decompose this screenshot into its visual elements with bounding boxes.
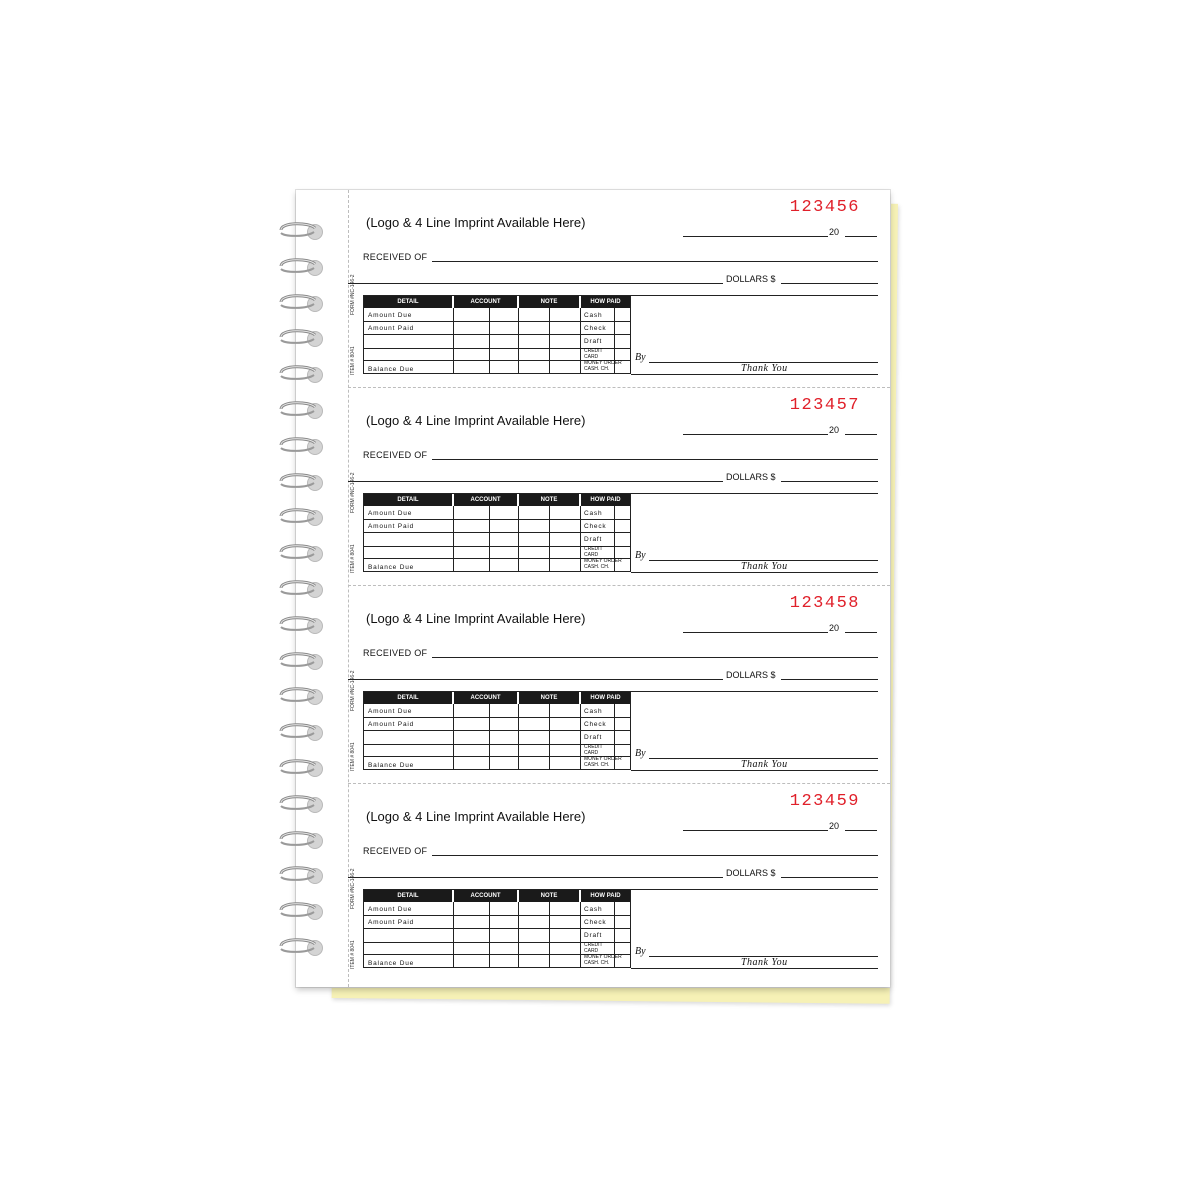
date-year-line[interactable] [845,236,877,237]
spiral-coil-loop [279,758,321,775]
money-order-option[interactable] [584,757,622,768]
card-label: CARD [584,353,599,360]
balance-due-label: Balance Due [368,564,415,571]
payment-table [363,889,631,968]
header-how-paid: HOW PAID [581,494,630,506]
spiral-coil-loop [279,579,321,596]
draft-option[interactable]: Draft [584,338,603,345]
form-number-text: FORM #NC-146-2 [350,274,356,315]
signature-box-bottom-rule [631,770,878,771]
imprint-placeholder: (Logo & 4 Line Imprint Available Here) [366,413,586,428]
spiral-coil-loop [279,328,321,345]
item-number-text: ITEM # 8041 [350,940,356,969]
date-year-line[interactable] [845,830,877,831]
draft-option[interactable]: Draft [584,536,603,543]
spiral-coil-loop [279,937,321,954]
credit-card-option[interactable] [584,547,603,558]
form-number-text: FORM #NC-146-2 [350,868,356,909]
header-detail: DETAIL [364,296,452,308]
cash-ch-label: CASH. CH. [584,563,610,570]
credit-label: CREDIT [584,348,603,354]
check-option[interactable]: Check [584,325,607,332]
signature-box-top-rule [631,295,878,296]
binding-stub [296,190,349,987]
spiral-coil-loop [279,830,321,847]
form-number-text: FORM #NC-146-2 [350,670,356,711]
receipt-form [348,190,890,388]
dollar-amount-field[interactable] [781,481,878,482]
thank-you-text: Thank You [741,759,788,770]
money-order-label: MONEY ORDER [584,558,622,564]
spiral-coil-loop [279,794,321,811]
spiral-coil-loop [279,293,321,310]
received-of-field[interactable] [432,855,878,856]
spiral-coil-loop [279,400,321,417]
amount-paid-label: Amount Paid [368,325,415,332]
signature-box-bottom-rule [631,374,878,375]
form-number-vertical [350,868,362,971]
header-how-paid: HOW PAID [581,890,630,902]
date-year-prefix: 20 [829,227,840,237]
spiral-coil-loop [279,507,321,524]
money-order-label: MONEY ORDER [584,360,622,366]
received-of-field[interactable] [432,261,878,262]
cash-option[interactable]: Cash [584,312,603,319]
amount-words-field[interactable] [348,679,723,680]
cash-option[interactable]: Cash [584,906,603,913]
money-order-option[interactable] [584,361,622,372]
payment-table [363,493,631,572]
dollars-label: DOLLARS $ [726,472,776,482]
spiral-coil-loop [279,651,321,668]
dollar-amount-field[interactable] [781,679,878,680]
balance-due-label: Balance Due [368,960,415,967]
cash-option[interactable]: Cash [584,510,603,517]
spiral-coil-loop [279,364,321,381]
cash-ch-label: CASH. CH. [584,761,610,768]
spiral-coil-loop [279,543,321,560]
amount-due-label: Amount Due [368,510,413,517]
header-how-paid: HOW PAID [581,296,630,308]
form-number-vertical [350,472,362,575]
signature-box-top-rule [631,493,878,494]
by-label: By [635,550,646,561]
serial-number: 123458 [789,594,860,613]
header-account: ACCOUNT [454,692,517,704]
spiral-coil-loop [279,221,321,238]
spiral-coil-loop [279,257,321,274]
header-detail: DETAIL [364,494,452,506]
draft-option[interactable]: Draft [584,734,603,741]
date-year-line[interactable] [845,632,877,633]
credit-label: CREDIT [584,744,603,750]
serial-number: 123457 [789,396,860,415]
money-order-option[interactable] [584,559,622,570]
header-note: NOTE [519,296,579,308]
payment-table [363,295,631,374]
date-line[interactable] [683,236,828,237]
by-label: By [635,748,646,759]
serial-number: 123456 [789,198,860,217]
item-number-text: ITEM # 8041 [350,346,356,375]
imprint-placeholder: (Logo & 4 Line Imprint Available Here) [366,215,586,230]
receipt-form [348,586,890,784]
header-account: ACCOUNT [454,890,517,902]
thank-you-text: Thank You [741,957,788,968]
received-of-field[interactable] [432,459,878,460]
cash-option[interactable]: Cash [584,708,603,715]
header-note: NOTE [519,494,579,506]
signature-box-bottom-rule [631,968,878,969]
credit-card-option[interactable] [584,745,603,756]
draft-option[interactable]: Draft [584,932,603,939]
date-line[interactable] [683,434,828,435]
amount-due-label: Amount Due [368,312,413,319]
spiral-coil-loop [279,436,321,453]
card-label: CARD [584,551,599,558]
dollars-label: DOLLARS $ [726,868,776,878]
header-account: ACCOUNT [454,494,517,506]
credit-label: CREDIT [584,942,603,948]
form-number-text: FORM #NC-146-2 [350,472,356,513]
header-account: ACCOUNT [454,296,517,308]
date-line[interactable] [683,632,828,633]
cash-ch-label: CASH. CH. [584,365,610,372]
amount-due-label: Amount Due [368,708,413,715]
spiral-coil-loop [279,865,321,882]
received-of-label: RECEIVED OF [363,252,428,262]
credit-card-option[interactable] [584,349,603,360]
received-of-label: RECEIVED OF [363,648,428,658]
spiral-coil-loop [279,686,321,703]
credit-card-option[interactable] [584,943,603,954]
item-number-text: ITEM # 8041 [350,544,356,573]
form-number-vertical [350,274,362,377]
amount-paid-label: Amount Paid [368,721,415,728]
amount-words-field[interactable] [348,283,723,284]
header-note: NOTE [519,692,579,704]
received-of-label: RECEIVED OF [363,846,428,856]
receipt-book-page [296,190,890,987]
date-line[interactable] [683,830,828,831]
thank-you-text: Thank You [741,561,788,572]
dollar-amount-field[interactable] [781,877,878,878]
money-order-label: MONEY ORDER [584,756,622,762]
receipt-form [348,388,890,586]
form-number-vertical [350,670,362,773]
header-detail: DETAIL [364,890,452,902]
money-order-option[interactable] [584,955,622,966]
by-label: By [635,946,646,957]
amount-words-field[interactable] [348,877,723,878]
spiral-coil-loop [279,615,321,632]
card-label: CARD [584,749,599,756]
header-how-paid: HOW PAID [581,692,630,704]
amount-due-label: Amount Due [368,906,413,913]
by-label: By [635,352,646,363]
card-label: CARD [584,947,599,954]
imprint-placeholder: (Logo & 4 Line Imprint Available Here) [366,809,586,824]
payment-table [363,691,631,770]
received-of-field[interactable] [432,657,878,658]
check-option[interactable]: Check [584,919,607,926]
signature-box-bottom-rule [631,572,878,573]
amount-paid-label: Amount Paid [368,919,415,926]
serial-number: 123459 [789,792,860,811]
date-year-prefix: 20 [829,623,840,633]
thank-you-text: Thank You [741,363,788,374]
check-option[interactable]: Check [584,523,607,530]
received-of-label: RECEIVED OF [363,450,428,460]
signature-box-top-rule [631,889,878,890]
dollars-label: DOLLARS $ [726,274,776,284]
date-year-prefix: 20 [829,425,840,435]
date-year-prefix: 20 [829,821,840,831]
credit-label: CREDIT [584,546,603,552]
dollars-label: DOLLARS $ [726,670,776,680]
check-option[interactable]: Check [584,721,607,728]
spiral-coil-loop [279,901,321,918]
date-year-line[interactable] [845,434,877,435]
header-detail: DETAIL [364,692,452,704]
cash-ch-label: CASH. CH. [584,959,610,966]
spiral-coil-loop [279,722,321,739]
item-number-text: ITEM # 8041 [350,742,356,771]
balance-due-label: Balance Due [368,366,415,373]
dollar-amount-field[interactable] [781,283,878,284]
balance-due-label: Balance Due [368,762,415,769]
money-order-label: MONEY ORDER [584,954,622,960]
receipt-form [348,784,890,982]
signature-box-top-rule [631,691,878,692]
spiral-coil-loop [279,472,321,489]
amount-words-field[interactable] [348,481,723,482]
header-note: NOTE [519,890,579,902]
imprint-placeholder: (Logo & 4 Line Imprint Available Here) [366,611,586,626]
amount-paid-label: Amount Paid [368,523,415,530]
